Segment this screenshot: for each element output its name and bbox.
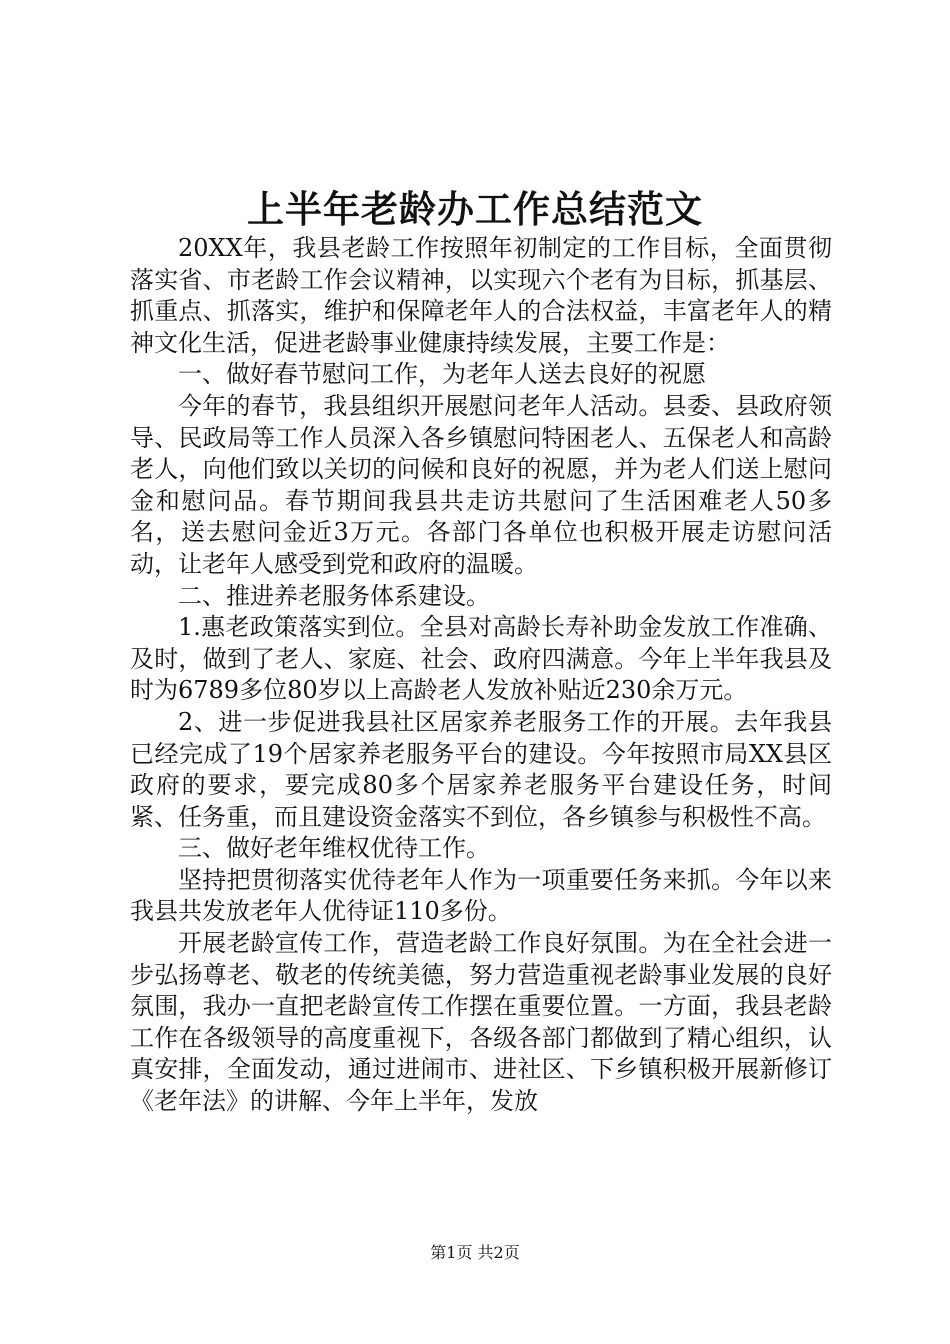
section-heading-2: 二、推进养老服务体系建设。: [178, 581, 490, 610]
document-title: 上半年老龄办工作总结范文: [247, 187, 703, 231]
section-heading-1: 一、做好春节慰问工作，为老年人送去良好的祝愿: [178, 360, 706, 389]
section-heading-3: 三、做好老年维权优待工作。: [178, 834, 490, 863]
page-number: 第1页 共2页: [430, 1243, 520, 1262]
paragraph-intro: 20XX年，我县老龄工作按照年初制定的工作目标，全面贯彻落实省、市老龄工作会议精神，以实现六个老有为目标，抓基层、抓重点、抓落实，维护和保障老年人的合法权益，丰富老年人的精神文化生活，促进老龄事业健康持续发展，主要工作是：: [130, 234, 832, 357]
paragraph-preferential: 坚持把贯彻落实优待老年人作为一项重要任务来抓。今年以来我县共发放老年人优待证110多份。: [130, 865, 832, 926]
paragraph-community-care: 2、进一步促进我县社区居家养老服务工作的开展。去年我县已经完成了19个居家养老服务平台的建设。今年按照市局XX县区政府的要求，要完成80多个居家养老服务平台建设任务，时间紧、任务重，而且建设资金落实不到位，各乡镇参与积极性不高。: [130, 707, 832, 831]
paragraph-policy: 1.惠老政策落实到位。全县对高龄长寿补助金发放工作准确、及时，做到了老人、家庭、社会、政府四满意。今年上半年我县及时为6789多位80岁以上高龄老人发放补贴近230余万元。: [130, 613, 832, 705]
paragraph-publicity: 开展老龄宣传工作，营造老龄工作良好氛围。为在全社会进一步弘扬尊老、敬老的传统美德，努力营造重视老龄事业发展的良好氛围，我办一直把老龄宣传工作摆在重要位置。一方面，我县老龄工作在各级领导的高度重视下，各级各部门都做到了精心组织，认真安排，全面发动，通过进闹市、进社区、下乡镇积极开展新修订《老年法》的讲解、今年上半年，发放: [130, 929, 832, 1116]
document-body: [130, 233, 832, 1118]
paragraph-spring-festival: 今年的春节，我县组织开展慰问老年人活动。县委、县政府领导、民政局等工作人员深入各乡镇慰问特困老人、五保老人和高龄老人，向他们致以关切的问候和良好的祝愿，并为老人们送上慰问金和慰问品。春节期间我县共走访共慰问了生活困难老人50多名，送去慰问金近3万元。各部门各单位也积极开展走访慰问活动，让老年人感受到党和政府的温暖。: [130, 391, 832, 578]
